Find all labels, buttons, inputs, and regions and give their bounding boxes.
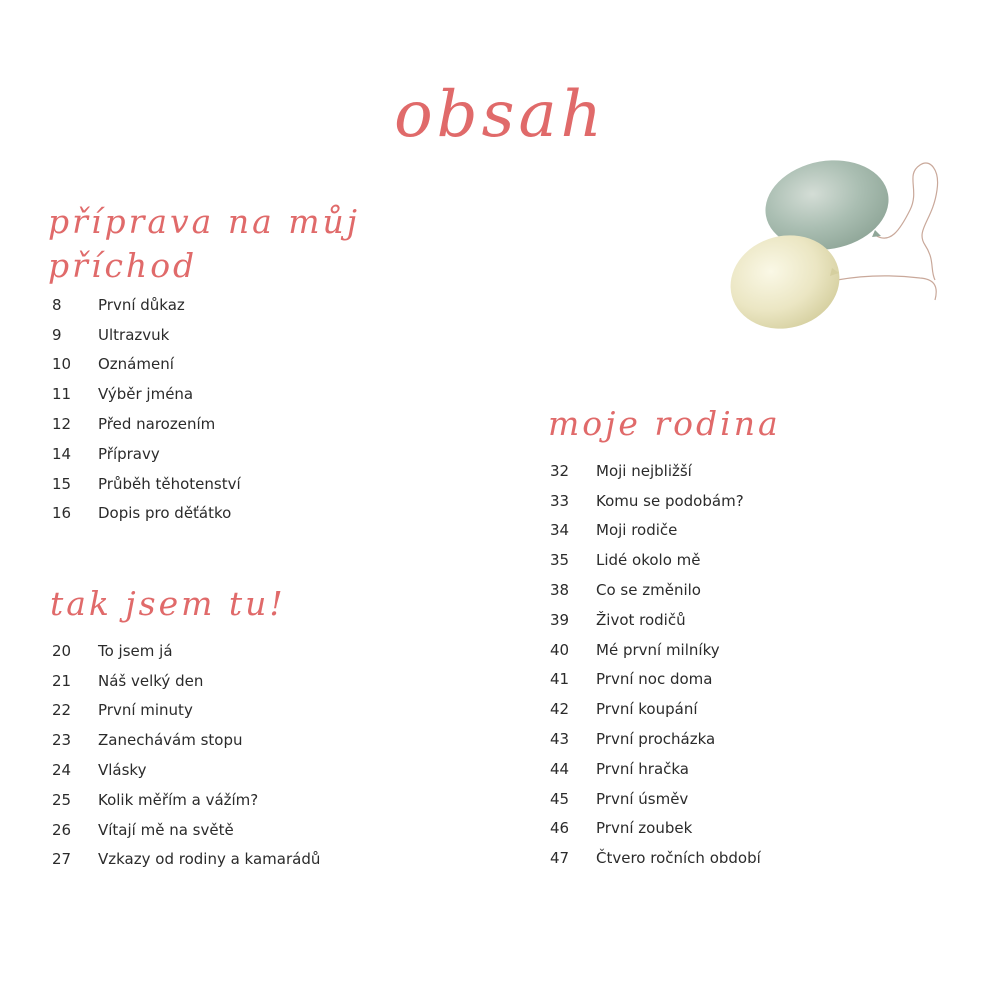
toc-entry-label: Komu se podobám? — [596, 491, 744, 510]
toc-entry[interactable] — [550, 754, 850, 784]
toc-entry-label: Výběr jména — [98, 385, 194, 404]
toc-page-number: 33 — [550, 491, 570, 510]
toc-page-number: 8 — [52, 295, 62, 314]
section-title-tak-jsem-tu: tak jsem tu! — [50, 584, 286, 623]
toc-entry[interactable] — [550, 545, 850, 575]
toc-entry[interactable] — [52, 845, 372, 875]
toc-page-number: 10 — [52, 355, 72, 374]
toc-entry[interactable] — [52, 409, 372, 439]
toc-entry[interactable] — [52, 290, 372, 320]
toc-entry[interactable] — [550, 665, 850, 695]
toc-entry-label: První úsměv — [596, 789, 689, 808]
toc-entry-label: Co se změnilo — [596, 581, 701, 600]
toc-entry[interactable] — [52, 320, 372, 350]
toc-page-number: 16 — [52, 504, 72, 523]
toc-page-number: 14 — [52, 444, 72, 463]
toc-entry[interactable] — [550, 456, 850, 486]
toc-entry-label: První minuty — [98, 701, 193, 720]
page-title: obsah — [394, 78, 606, 152]
toc-entry[interactable] — [550, 784, 850, 814]
toc-entry[interactable] — [52, 469, 372, 499]
toc-entry-label: Dopis pro děťátko — [98, 504, 232, 523]
toc-page-number: 26 — [52, 820, 72, 839]
toc-entry[interactable] — [550, 843, 850, 873]
toc-list-moje-rodina — [550, 456, 850, 873]
toc-entry-label: Moji nejbližší — [596, 461, 692, 480]
toc-entry[interactable] — [550, 605, 850, 635]
toc-entry-label: První procházka — [596, 730, 716, 749]
toc-entry-label: Průběh těhotenství — [98, 474, 241, 493]
toc-page-number: 27 — [52, 850, 72, 869]
toc-page-number: 34 — [550, 521, 570, 540]
toc-entry-label: Oznámení — [98, 355, 174, 374]
toc-entry-label: Vlásky — [98, 761, 147, 780]
toc-page-number: 32 — [550, 461, 570, 480]
toc-entry-label: První důkaz — [98, 295, 185, 314]
toc-page-number: 42 — [550, 700, 570, 719]
toc-page-number: 22 — [52, 701, 72, 720]
toc-page-number: 40 — [550, 640, 570, 659]
toc-entry-label: Mé první milníky — [596, 640, 720, 659]
toc-entry[interactable] — [550, 694, 850, 724]
toc-page-number: 35 — [550, 551, 570, 570]
toc-entry-label: První koupání — [596, 700, 698, 719]
toc-entry-label: Moji rodiče — [596, 521, 678, 540]
toc-entry[interactable] — [52, 696, 372, 726]
section-title-moje-rodina: moje rodina — [548, 404, 781, 443]
toc-page-number: 20 — [52, 641, 72, 660]
toc-entry[interactable] — [550, 814, 850, 844]
toc-page-number: 9 — [52, 325, 62, 344]
toc-entry-label: Ultrazvuk — [98, 325, 170, 344]
toc-page-number: 21 — [52, 671, 72, 690]
toc-page-number: 23 — [52, 731, 72, 750]
toc-page-number: 11 — [52, 385, 72, 404]
toc-entry-label: Před narozením — [98, 415, 216, 434]
toc-entry-label: Zanechávám stopu — [98, 731, 243, 750]
toc-page-number: 41 — [550, 670, 570, 689]
toc-entry-label: Přípravy — [98, 444, 160, 463]
toc-entry-label: První noc doma — [596, 670, 713, 689]
toc-page-number: 45 — [550, 789, 570, 808]
toc-page-number: 25 — [52, 790, 72, 809]
toc-entry[interactable] — [550, 635, 850, 665]
toc-entry-label: To jsem já — [98, 641, 173, 660]
toc-entry[interactable] — [52, 666, 372, 696]
toc-page-number: 12 — [52, 415, 72, 434]
toc-entry[interactable] — [52, 499, 372, 529]
toc-page-number: 47 — [550, 849, 570, 868]
toc-entry[interactable] — [52, 815, 372, 845]
toc-entry-label: Vzkazy od rodiny a kamarádů — [98, 850, 321, 869]
toc-page-number: 46 — [550, 819, 570, 838]
toc-entry[interactable] — [52, 785, 372, 815]
toc-entry[interactable] — [52, 755, 372, 785]
toc-entry-label: Lidé okolo mě — [596, 551, 701, 570]
toc-entry[interactable] — [550, 486, 850, 516]
toc-entry-label: Náš velký den — [98, 671, 204, 690]
toc-entry[interactable] — [550, 516, 850, 546]
toc-entry-label: První hračka — [596, 759, 689, 778]
toc-entry[interactable] — [52, 350, 372, 380]
toc-entry[interactable] — [52, 439, 372, 469]
toc-page-number: 24 — [52, 761, 72, 780]
toc-page-number: 39 — [550, 610, 570, 629]
toc-list-priprava — [52, 290, 372, 528]
toc-entry-label: Čtvero ročních období — [596, 849, 761, 868]
toc-entry[interactable] — [52, 636, 372, 666]
toc-entry-label: Život rodičů — [596, 610, 686, 629]
toc-page-number: 38 — [550, 581, 570, 600]
toc-page-number: 44 — [550, 759, 570, 778]
toc-entry-label: Kolik měřím a vážím? — [98, 790, 259, 809]
toc-entry[interactable] — [52, 725, 372, 755]
toc-entry-label: První zoubek — [596, 819, 693, 838]
toc-entry-label: Vítají mě na světě — [98, 820, 234, 839]
toc-entry[interactable] — [550, 724, 850, 754]
section-title-priprava: příprava na můj příchod — [48, 202, 361, 285]
toc-list-tak-jsem-tu — [52, 636, 372, 874]
balloons-icon — [725, 150, 955, 340]
toc-page-number: 43 — [550, 730, 570, 749]
toc-page-number: 15 — [52, 474, 72, 493]
toc-entry[interactable] — [550, 575, 850, 605]
toc-entry[interactable] — [52, 379, 372, 409]
